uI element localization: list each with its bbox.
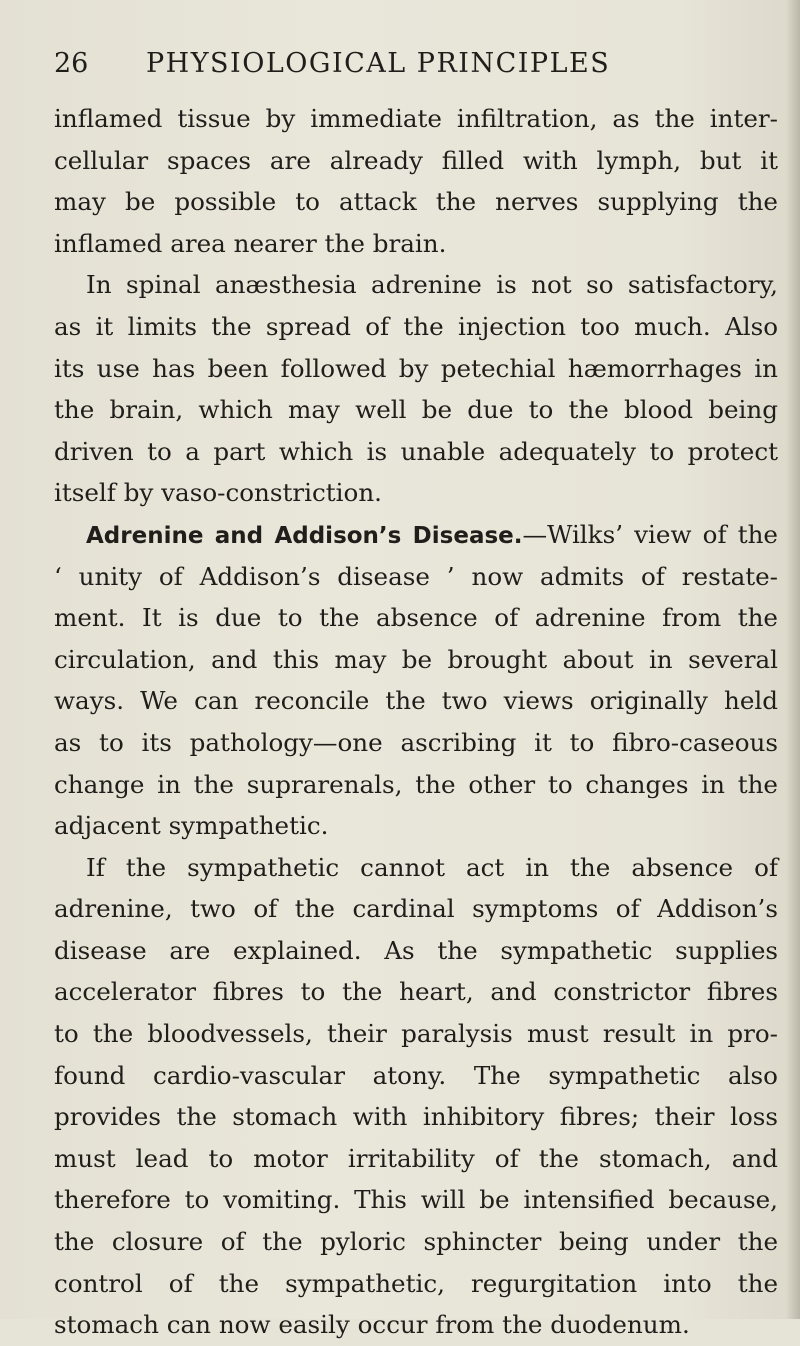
text-line: ‘ unity of Addison’s disease ’ now admits of restate- <box>54 561 778 591</box>
text-line: driven to a part which is unable adequately to protect <box>54 436 778 466</box>
running-header <box>54 44 774 84</box>
text-line: the brain, which may well be due to the blood being <box>54 395 778 425</box>
text-line: adjacent sympathetic. <box>54 811 329 841</box>
text-line: stomach can now easily occur from the duodenum. <box>54 1310 690 1340</box>
text-line: therefore to vomiting. This will be intensified because, <box>54 1185 778 1215</box>
text-line: disease are explained. As the sympathetic supplies <box>54 935 778 965</box>
body-text <box>54 98 778 1346</box>
text-line: accelerator fibres to the heart, and constrictor fibres <box>54 977 778 1007</box>
running-title: PHYSIOLOGICAL PRINCIPLES <box>146 48 611 79</box>
section-heading: Adrenine and Addison’s Disease. <box>86 522 523 549</box>
text-line: circulation, and this may be brought about in several <box>54 644 778 674</box>
text-line: its use has been followed by petechial hæmorrhages in <box>54 353 778 383</box>
text-line: found cardio-vascular atony. The sympathetic also <box>54 1060 778 1090</box>
text-line: as to its pathology—one ascribing it to fibro-caseous <box>54 727 778 757</box>
page-edge-shadow <box>786 0 800 1319</box>
page-number: 26 <box>54 48 89 79</box>
text-line: adrenine, two of the cardinal symptoms of Addison’s <box>54 894 778 924</box>
text-line: change in the suprarenals, the other to changes in the <box>54 769 778 799</box>
text-line: may be possible to attack the nerves supplying the <box>54 187 778 217</box>
text-line: inflamed tissue by immediate infiltration, as the inter- <box>54 104 778 133</box>
text-line: to the bloodvessels, their paralysis must result in pro- <box>54 1019 778 1049</box>
text-line: itself by vaso-constriction. <box>54 478 382 508</box>
text-line: control of the sympathetic, regurgitation into the <box>54 1268 778 1298</box>
text-line: ways. We can reconcile the two views originally held <box>54 686 778 716</box>
text-line: as it limits the spread of the injection too much. Also <box>54 311 778 341</box>
text-line: ment. It is due to the absence of adrenine from the <box>54 603 778 633</box>
section-heading-continuation: —Wilks’ view of the <box>522 519 778 549</box>
text-line: cellular spaces are already filled with lymph, but it <box>54 145 778 175</box>
text-line: the closure of the pyloric sphincter being under the <box>54 1227 778 1257</box>
text-line <box>54 514 778 556</box>
text-line: If the sympathetic cannot act in the absence of <box>86 852 778 882</box>
text-line: must lead to motor irritability of the stomach, and <box>54 1143 778 1173</box>
text-line: In spinal anæsthesia adrenine is not so satisfactory, <box>86 270 778 300</box>
text-line: provides the stomach with inhibitory fibres; their loss <box>54 1102 778 1132</box>
text-line: inflamed area nearer the brain. <box>54 228 447 258</box>
